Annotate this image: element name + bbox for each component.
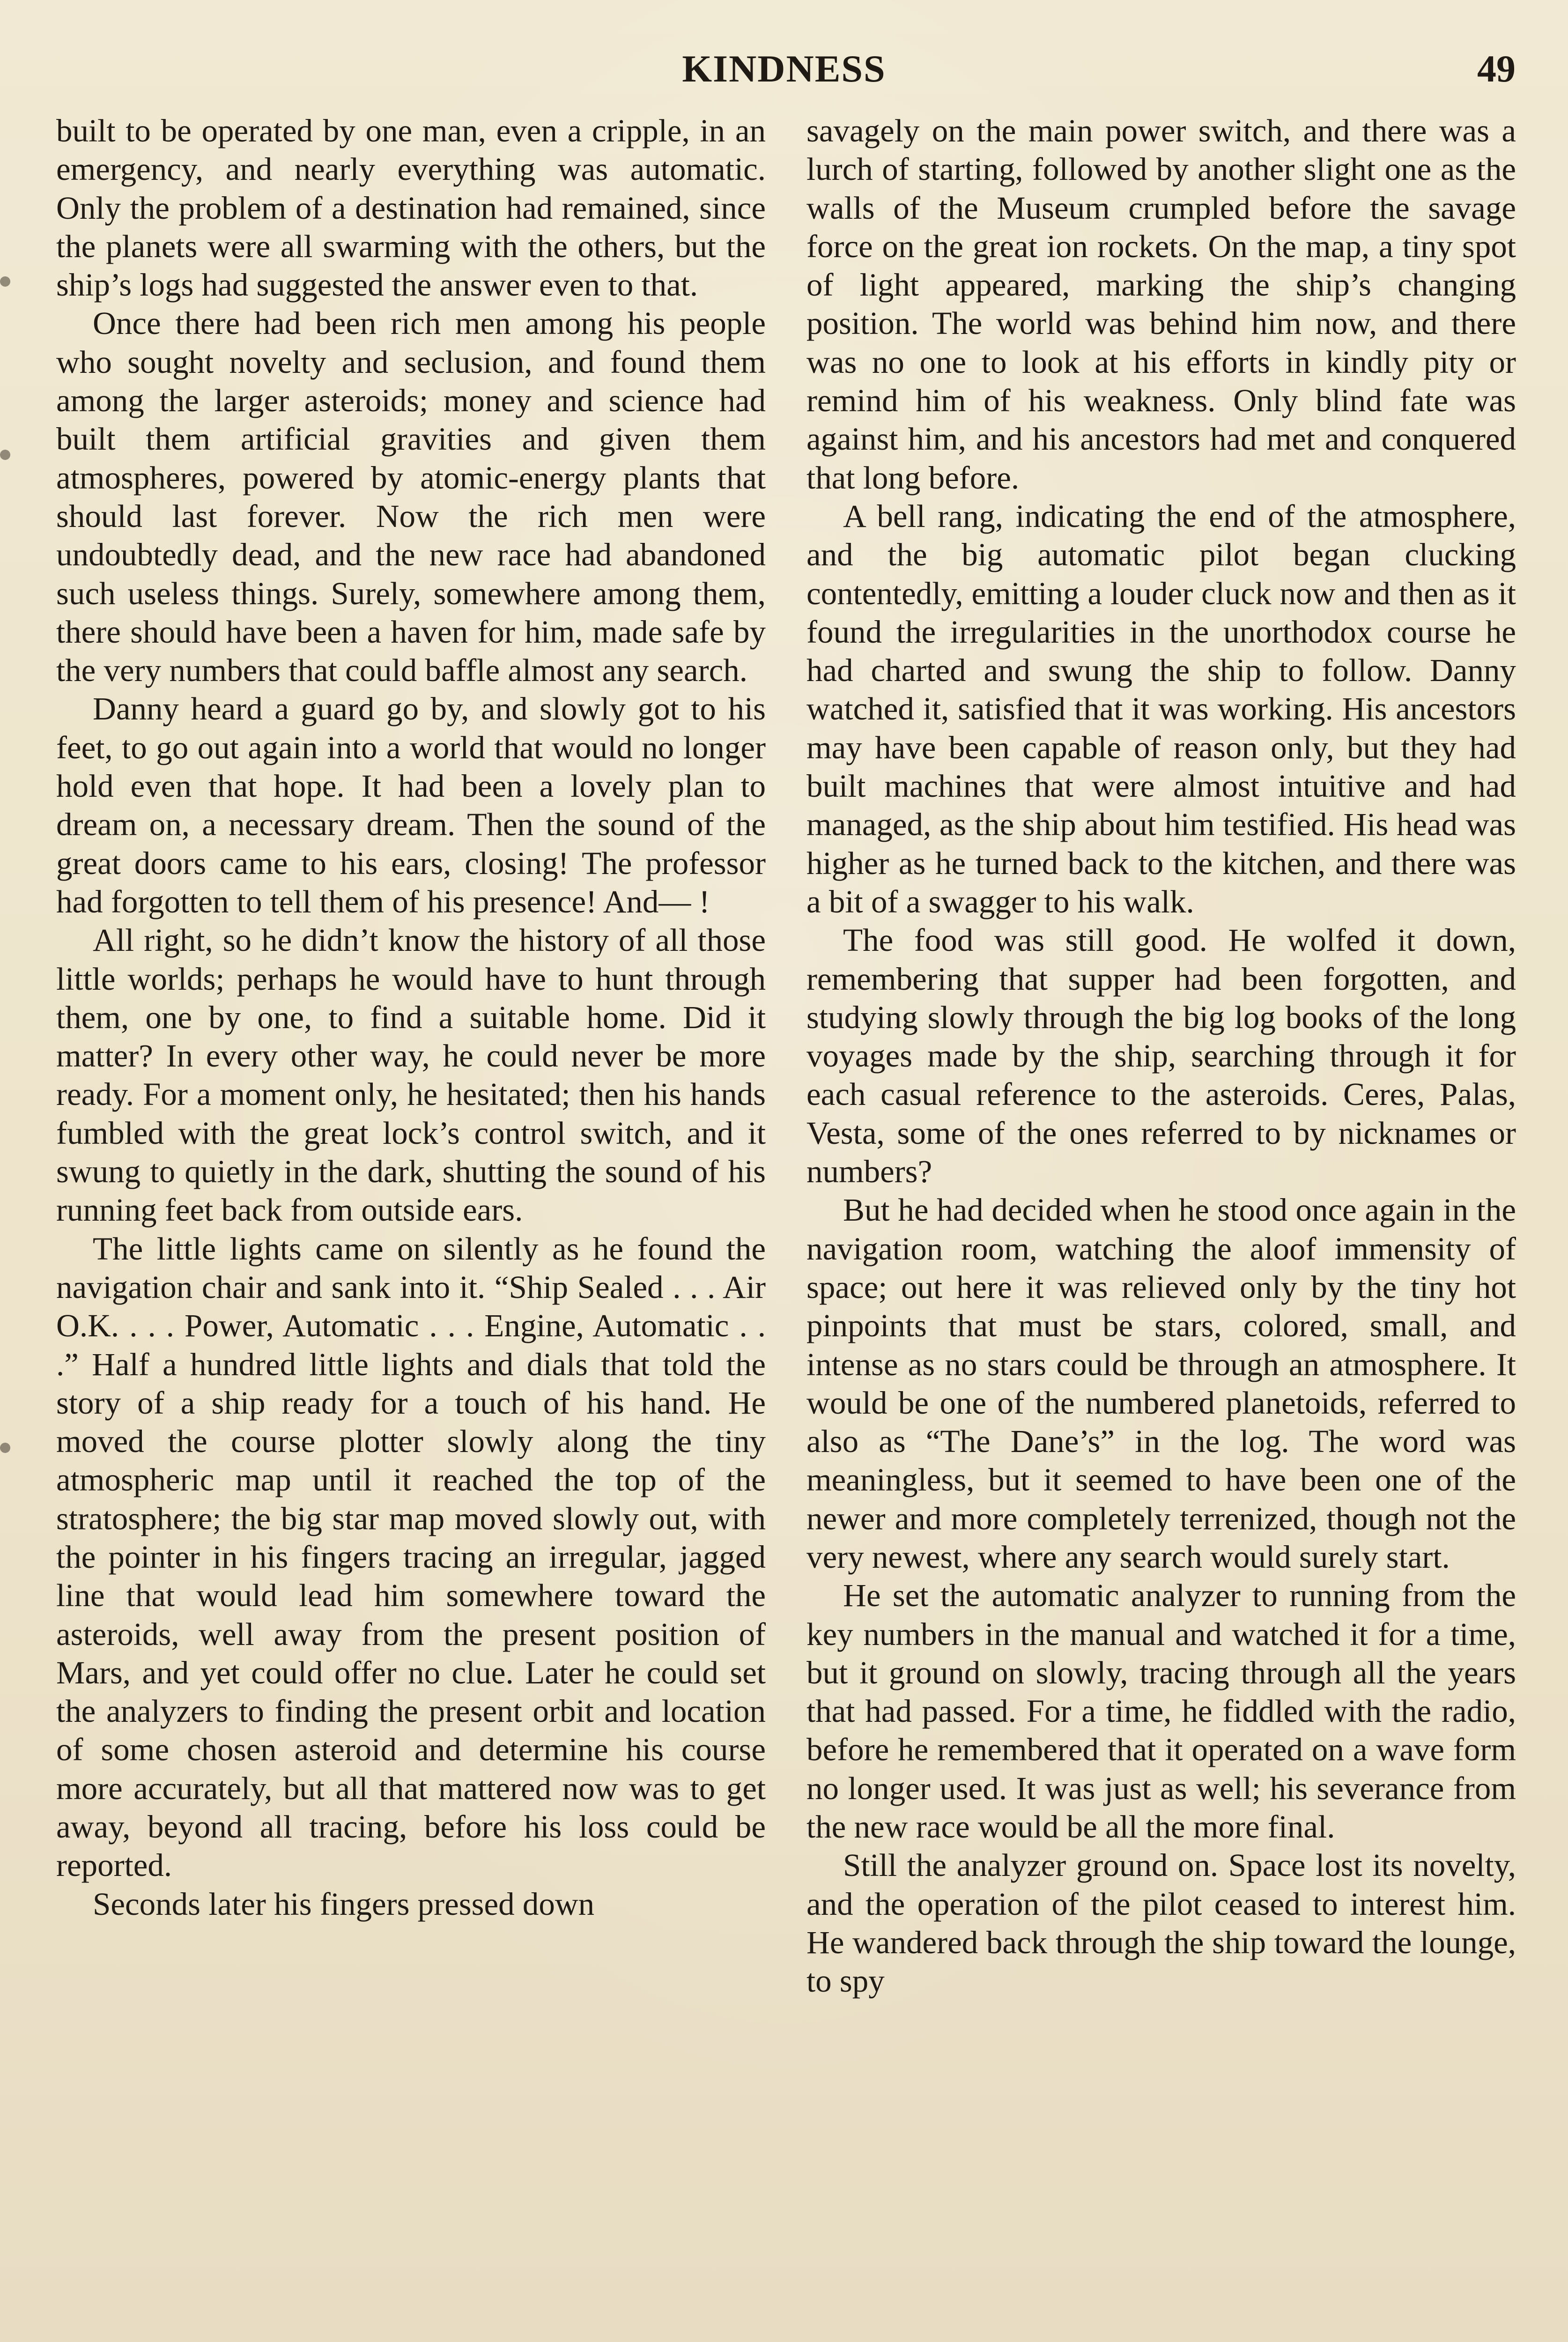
paragraph: Seconds later his fingers pressed down [93,1886,595,1922]
page-scuff-mark [0,450,10,460]
page-number: 49 [1477,47,1516,90]
paragraph: The food was still good. He wolfed it down, remembering that supper had been forgotten, and studying slowly through the big log books of the long voyages made by the ship, searching through it for each casual reference to the asteroids. Ceres, Palas, Vesta, some of the ones referred to by nicknames or numbers? [806,922,1516,1190]
paragraph: savagely on the main power switch, and there was a lurch of starting, followed by another slight one as the walls of the Museum crumpled before the savage force on the great ion rockets. On the map, a tiny spot of light appeared, marking the ship’s changing position. The world was behind him now, and there was no one to look at his efforts in kindly pity or remind him of his weakness. Only blind fate was against him, and his ancestors had met and conquered that long before. [806,113,1516,496]
text-column-left [56,111,766,2342]
paragraph: But he had decided when he stood once again in the navigation room, watching the aloof immensity of space; out here it was relieved only by the tiny hot pinpoints that must be stars, colored, small, and intense as no stars could be through an atmosphere. It would be one of the numbered planetoids, referred to also as “The Dane’s” in the log. The word was meaningless, but it seemed to have been one of the newer and more completely terrenized, though not the very newest, where any search would surely start. [806,1192,1516,1575]
paragraph: He set the automatic analyzer to running from the key numbers in the manual and watched it for a time, but it ground on slowly, tracing through all the years that had passed. For a time, he fiddled with the radio, before he remembered that it operated on a wave form no longer used. It was just as well; his severance from the new race would be all the more final. [806,1578,1516,1845]
page-scuff-mark [0,276,10,287]
page-header [0,43,1568,104]
paragraph: All right, so he didn’t know the history of all those little worlds; perhaps he would have to hunt through them, one by one, to find a suitable home. Did it matter? In every other way, he could never be more ready. For a moment only, he hesitated; then his hands fumbled with the great lock’s control switch, and it swung to quietly in the dark, shutting the sound of his running feet back from outside ears. [56,922,766,1228]
page-scuff-mark [0,1443,10,1453]
paragraph: Once there had been rich men among his people who sought novelty and seclusion, and found them among the larger asteroids; money and science had built them artificial gravities and given them atmospheres, powered by atomic-energy plants that should last forever. Now the rich men were undoubtedly dead, and the new race had abandoned such useless things. Surely, somewhere among them, there should have been a haven for him, made safe by the very numbers that could baffle almost any search. [56,305,766,689]
running-title: KINDNESS [682,47,886,90]
paragraph: built to be operated by one man, even a cripple, in an emergency, and nearly everything was automatic. Only the problem of a destination had remained, since the planets were all swarming with the others, but the ship’s logs had suggested the answer even to that. [56,113,766,303]
text-column-right [806,111,1516,2342]
paragraph: A bell rang, indicating the end of the atmosphere, and the big automatic pilot began clucking contentedly, emitting a louder cluck now and then as it found the irregularities in the unorthodox course he had charted and swung the ship to follow. Danny watched it, satisfied that it was working. His ancestors may have been capable of reason only, but they had built machines that were almost intuitive and had managed, as the ship about him testified. His head was higher as he turned back to the kitchen, and there was a bit of a swagger to his walk. [806,498,1516,919]
paragraph: Still the analyzer ground on. Space lost its novelty, and the operation of the pilot ceased to interest him. He wandered back through the ship toward the lounge, to spy [806,1847,1516,1999]
paragraph: The little lights came on silently as he found the navigation chair and sank into it. “Ship Sealed . . . Air O.K. . . . Power, Automatic . . . Engine, Automatic . . .” Half a hundred little lights and dials that told the story of a ship ready for a touch of his hand. He moved the course plotter slowly along the tiny atmospheric map until it reached the top of the stratosphere; the big star map moved slowly out, with the pointer in his fingers tracing an irregular, jagged line that would lead him somewhere toward the asteroids, well away from the present position of Mars, and yet could offer no clue. Later he could set the analyzers to finding the present orbit and location of some chosen asteroid and determine his course more accurately, but all that mattered now was to get away, beyond all tracing, before his loss could be reported. [56,1230,766,1883]
paragraph: Danny heard a guard go by, and slowly got to his feet, to go out again into a world that would no longer hold even that hope. It had been a lovely plan to dream on, a necessary dream. Then the sound of the great doors came to his ears, closing! The professor had forgotten to tell them of his presence! And— ! [56,691,766,919]
